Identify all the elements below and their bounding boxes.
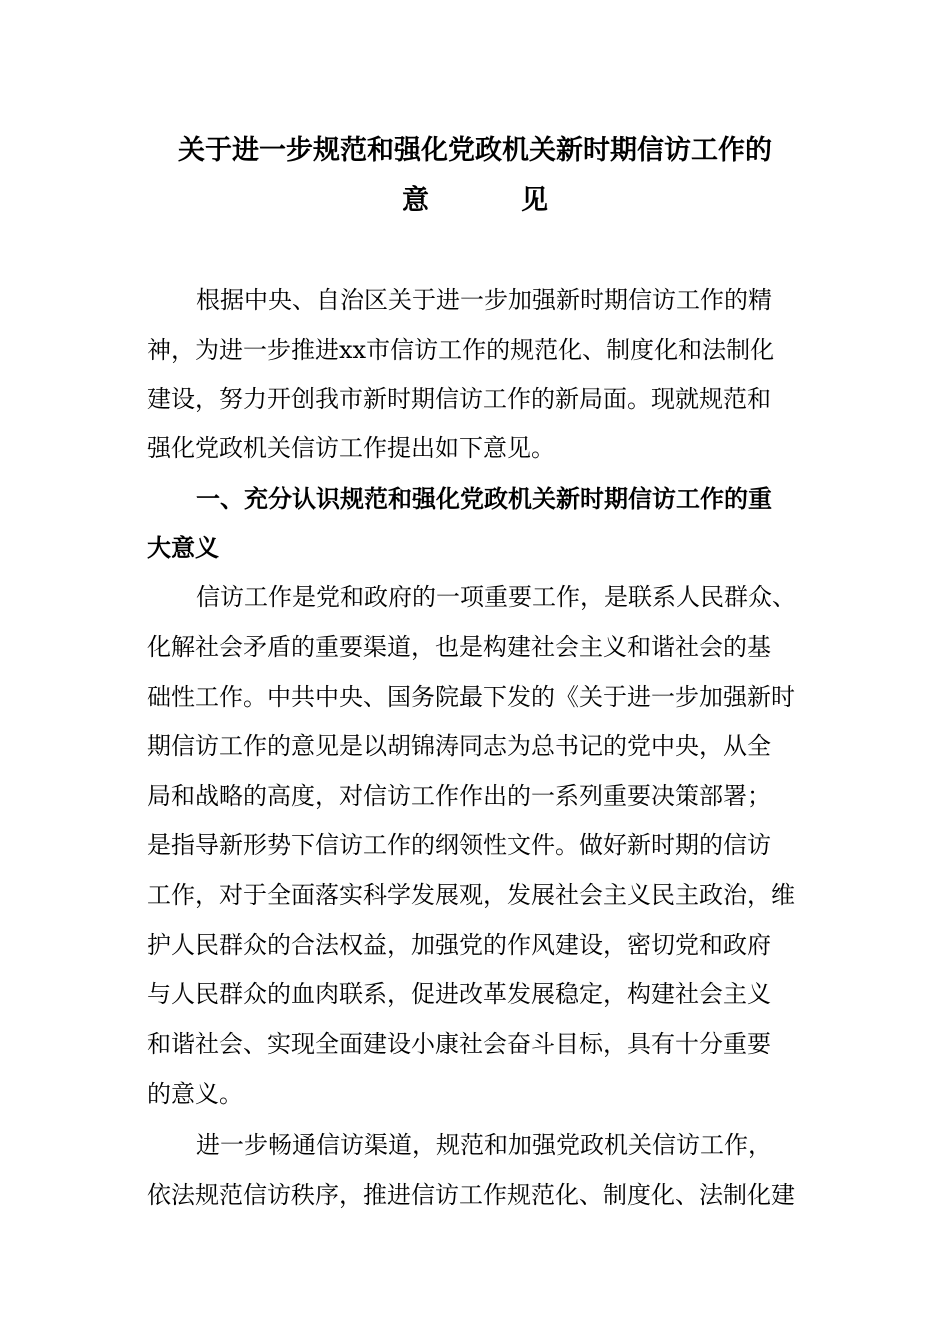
body-line: 是指导新形势下信访工作的纲领性文件。做好新时期的信访 — [147, 831, 771, 859]
body-line: 化解社会矛盾的重要渠道，也是构建社会主义和谐社会的基 — [147, 633, 771, 661]
body-line: 护人民群众的合法权益，加强党的作风建设，密切党和政府 — [147, 931, 771, 959]
body-line: 工作，对于全面落实科学发展观，发展社会主义民主政治，维 — [147, 881, 795, 909]
body-line: 和谐社会、实现全面建设小康社会奋斗目标，具有十分重要 — [147, 1030, 771, 1058]
body-line: 的意义。 — [147, 1080, 243, 1108]
document-title-line-1: 关于进一步规范和强化党政机关新时期信访工作的 — [178, 135, 772, 166]
body-line: 根据中央、自治区关于进一步加强新时期信访工作的精 — [196, 286, 772, 314]
section-heading-line: 大意义 — [147, 534, 219, 562]
body-line: 进一步畅通信访渠道，规范和加强党政机关信访工作， — [196, 1131, 772, 1159]
body-line: 依法规范信访秩序，推进信访工作规范化、制度化、法制化建 — [147, 1181, 795, 1209]
title-char-yi: 意 — [402, 185, 429, 216]
title-char-jian: 见 — [521, 185, 548, 216]
body-line: 局和战略的高度，对信访工作作出的一系列重要决策部署； — [147, 782, 771, 810]
body-line: 神，为进一步推进xx市信访工作的规范化、制度化和法制化 — [147, 336, 775, 364]
body-line: 与人民群众的血肉联系，促进改革发展稳定，构建社会主义 — [147, 980, 771, 1008]
section-heading-line: 一、充分认识规范和强化党政机关新时期信访工作的重 — [196, 485, 772, 513]
body-line: 础性工作。中共中央、国务院最下发的《关于进一步加强新时 — [147, 683, 795, 711]
body-line: 期信访工作的意见是以胡锦涛同志为总书记的党中央，从全 — [147, 732, 771, 760]
body-line: 建设，努力开创我市新时期信访工作的新局面。现就规范和 — [147, 385, 771, 413]
document-title-line-2 — [0, 181, 950, 221]
body-line: 信访工作是党和政府的一项重要工作，是联系人民群众、 — [196, 583, 796, 611]
body-line: 强化党政机关信访工作提出如下意见。 — [147, 434, 555, 462]
